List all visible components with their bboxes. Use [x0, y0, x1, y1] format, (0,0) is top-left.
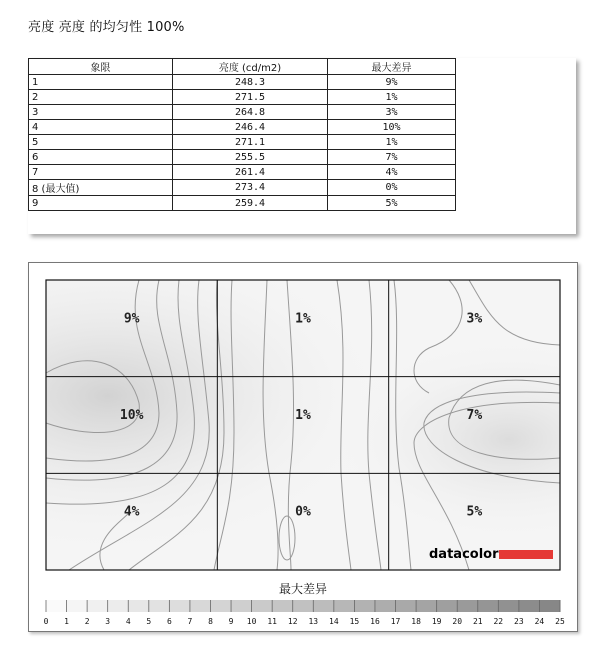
- scale-swatch: [498, 600, 519, 612]
- cell-value-label: 7%: [466, 408, 483, 423]
- table-row: [29, 120, 456, 135]
- scale-swatch: [210, 600, 231, 612]
- cell-luminance: 248.3: [173, 75, 328, 90]
- scale-tick-label: 6: [166, 617, 172, 626]
- scale-swatch: [190, 600, 211, 612]
- cell-luminance: 246.4: [173, 120, 328, 135]
- scale-tick-label: 5: [146, 617, 152, 626]
- cell-quadrant: 3: [29, 105, 173, 120]
- luminance-table-panel: [28, 58, 576, 234]
- scale-tick-label: 2: [84, 617, 90, 626]
- scale-swatch: [437, 600, 458, 612]
- scale-tick-label: 23: [514, 617, 524, 626]
- table-row: [29, 135, 456, 150]
- cell-luminance: 273.4: [173, 180, 328, 196]
- scale-title: 最大差异: [278, 582, 328, 596]
- table-row: [29, 165, 456, 180]
- scale-swatch: [539, 600, 560, 612]
- cell-luminance: 259.4: [173, 196, 328, 211]
- cell-value-label: 0%: [295, 504, 311, 520]
- luminance-table: [28, 58, 456, 211]
- scale-tick-label: 17: [390, 617, 401, 626]
- scale-swatch: [416, 600, 437, 612]
- scale-swatch: [231, 600, 252, 612]
- scale-tick-label: 20: [452, 617, 463, 626]
- cell-max-diff: 7%: [328, 150, 456, 165]
- cell-luminance: 261.4: [173, 165, 328, 180]
- scale-swatch: [457, 600, 478, 612]
- table-row: [29, 90, 456, 105]
- table-row: [29, 75, 456, 90]
- cell-value-label: 5%: [466, 504, 483, 520]
- scale-tick-label: 3: [105, 617, 111, 626]
- scale-tick-label: 18: [411, 617, 421, 626]
- scale-swatch: [87, 600, 108, 612]
- cell-luminance: 271.5: [173, 90, 328, 105]
- scale-tick-label: 22: [493, 617, 504, 626]
- scale-swatch: [354, 600, 375, 612]
- scale-tick-label: 21: [472, 617, 483, 626]
- cell-value-label: 1%: [295, 311, 311, 327]
- scale-swatch: [396, 600, 417, 612]
- scale-tick-label: 4: [125, 617, 131, 626]
- header-quadrant: 象限: [29, 59, 173, 75]
- scale-swatch: [478, 600, 499, 612]
- scale-swatch: [67, 600, 88, 612]
- scale-swatch: [108, 600, 129, 612]
- cell-luminance: 264.8: [173, 105, 328, 120]
- table-row: [29, 196, 456, 211]
- datacolor-logo-bar: [499, 550, 553, 559]
- scale-swatch: [169, 600, 190, 612]
- table-row: [29, 150, 456, 165]
- cell-value-label: 4%: [123, 504, 140, 520]
- cell-quadrant: 2: [29, 90, 173, 105]
- cell-quadrant: 6: [29, 150, 173, 165]
- cell-luminance: 271.1: [173, 135, 328, 150]
- scale-swatch: [252, 600, 273, 612]
- cell-max-diff: 10%: [328, 120, 456, 135]
- scale-tick-label: 25: [555, 617, 565, 626]
- cell-max-diff: 0%: [328, 180, 456, 196]
- scale-tick-label: 11: [267, 617, 277, 626]
- cell-value-label: 10%: [119, 408, 144, 423]
- scale-tick-label: 0: [43, 617, 49, 626]
- scale-tick-label: 13: [308, 617, 319, 626]
- scale-swatch: [272, 600, 293, 612]
- cell-max-diff: 4%: [328, 165, 456, 180]
- cell-max-diff: 9%: [328, 75, 456, 90]
- table-row: [29, 105, 456, 120]
- header-max-diff: 最大差异: [328, 59, 456, 75]
- scale-tick-label: 15: [349, 617, 360, 626]
- scale-tick-label: 8: [208, 617, 213, 626]
- cell-quadrant: 8 (最大值): [29, 180, 173, 196]
- header-luminance: 亮度 (cd/m2): [173, 59, 328, 75]
- uniformity-map-panel: [28, 262, 578, 632]
- scale-swatch: [46, 600, 67, 612]
- table-row: [29, 180, 456, 196]
- scale-swatch: [149, 600, 170, 612]
- datacolor-logo: datacolor: [429, 547, 499, 562]
- cell-quadrant: 1: [29, 75, 173, 90]
- cell-max-diff: 3%: [328, 105, 456, 120]
- cell-quadrant: 7: [29, 165, 173, 180]
- uniformity-map-svg: [29, 263, 577, 631]
- page-title: 亮度 亮度 的均匀性 100%: [28, 20, 185, 35]
- cell-max-diff: 5%: [328, 196, 456, 211]
- scale-tick-label: 12: [287, 617, 298, 626]
- cell-luminance: 255.5: [173, 150, 328, 165]
- scale-tick-label: 24: [534, 617, 545, 626]
- scale-swatch: [375, 600, 396, 612]
- cell-quadrant: 9: [29, 196, 173, 211]
- cell-max-diff: 1%: [328, 135, 456, 150]
- cell-value-label: 3%: [466, 311, 483, 327]
- cell-value-label: 1%: [295, 408, 311, 423]
- scale-swatch: [293, 600, 314, 612]
- cell-quadrant: 4: [29, 120, 173, 135]
- scale-tick-label: 7: [187, 617, 193, 626]
- scale-tick-label: 14: [329, 617, 339, 626]
- scale-tick-label: 9: [228, 617, 234, 626]
- scale-swatch: [313, 600, 334, 612]
- table-header-row: [29, 59, 456, 75]
- scale-swatch: [334, 600, 355, 612]
- cell-quadrant: 5: [29, 135, 173, 150]
- scale-tick-label: 19: [431, 617, 442, 626]
- scale-swatch: [519, 600, 540, 612]
- scale-tick-label: 1: [64, 617, 69, 626]
- scale-tick-label: 16: [370, 617, 380, 626]
- cell-max-diff: 1%: [328, 90, 456, 105]
- scale-swatch: [128, 600, 149, 612]
- scale-tick-label: 10: [246, 617, 257, 626]
- cell-value-label: 9%: [123, 311, 140, 327]
